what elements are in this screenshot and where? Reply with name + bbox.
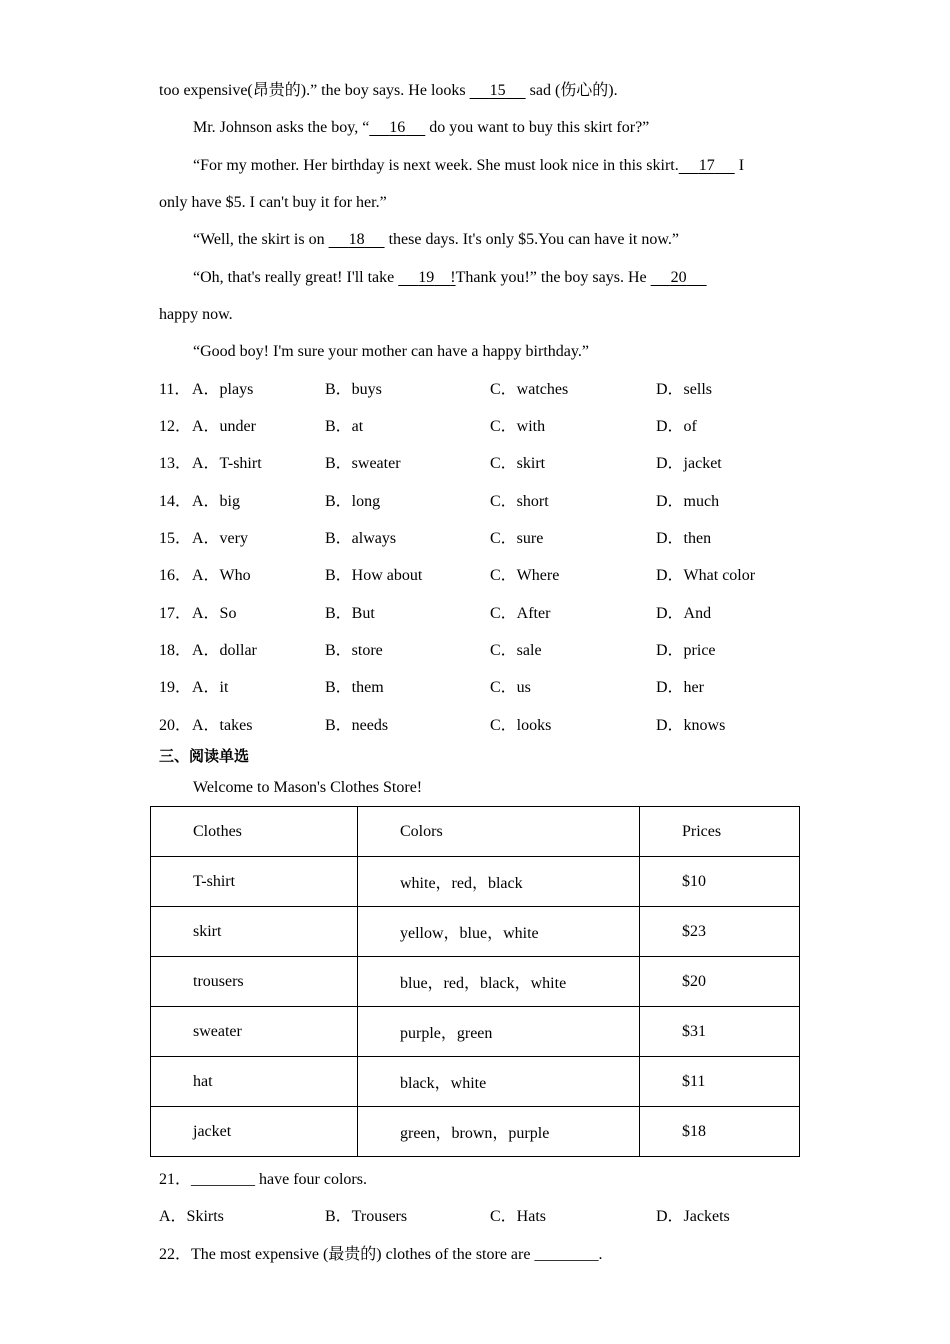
option-b[interactable]: B．How about [325, 567, 423, 584]
question-number: 18． [159, 642, 192, 659]
cell-clothes: jacket [151, 1107, 358, 1157]
passage-line-6: “Good boy! I'm sure your mother can have a happy birthday.” [193, 343, 589, 360]
option-b[interactable]: B．at [325, 418, 364, 435]
passage-line-2 [193, 118, 649, 138]
option-a[interactable]: A．Who [192, 567, 251, 584]
option-b[interactable]: B．always [325, 530, 397, 547]
question-number: 16． [159, 567, 192, 584]
text: do you want to buy this skirt for?” [425, 119, 650, 136]
text: I [734, 157, 745, 174]
option-a[interactable]: A．it [192, 679, 229, 696]
blank-17 [679, 157, 735, 174]
question-21-stem: 21．________ have four colors. [159, 1171, 367, 1188]
header-prices: Prices [640, 807, 800, 857]
option-c[interactable]: C．skirt [490, 455, 546, 472]
cell-colors: green，brown，purple [358, 1107, 640, 1157]
option-a[interactable]: A．very [192, 530, 248, 547]
passage-line-3 [193, 156, 744, 176]
option-c[interactable]: C．sale [490, 642, 542, 659]
passage-line-5 [193, 268, 707, 288]
option-b[interactable]: B．needs [325, 717, 389, 734]
option-d[interactable]: D．jacket [656, 455, 722, 472]
table-row [151, 1107, 800, 1157]
option-d[interactable]: D．sells [656, 381, 713, 398]
option-a[interactable]: A．plays [192, 381, 254, 398]
option-c[interactable]: C．After [490, 605, 551, 622]
option-c[interactable]: C．sure [490, 530, 544, 547]
cell-clothes: hat [151, 1057, 358, 1107]
cell-colors: yellow，blue，white [358, 907, 640, 957]
blank-20 [651, 269, 707, 286]
question-16 [159, 566, 819, 586]
blank-number: 19 [418, 269, 435, 286]
question-18 [159, 641, 819, 661]
passage-line-1 [159, 81, 618, 101]
clothes-table [150, 806, 800, 1157]
text: Mr. Johnson asks the boy, “ [193, 119, 370, 136]
passage-line-3b: only have $5. I can't buy it for her.” [159, 194, 387, 211]
blank-16 [369, 119, 425, 136]
question-number: 14． [159, 493, 192, 510]
blank-19 [398, 269, 455, 286]
option-a[interactable]: A．Skirts [159, 1208, 224, 1225]
option-d[interactable]: D．knows [656, 717, 726, 734]
question-14 [159, 492, 819, 512]
cell-colors: purple，green [358, 1007, 640, 1057]
question-11 [159, 380, 819, 400]
cell-clothes: trousers [151, 957, 358, 1007]
option-b[interactable]: B．buys [325, 381, 382, 398]
cell-colors: white，red，black [358, 857, 640, 907]
question-number: 15． [159, 530, 192, 547]
option-d[interactable]: D．then [656, 530, 712, 547]
question-19 [159, 678, 819, 698]
cell-clothes: skirt [151, 907, 358, 957]
option-d[interactable]: D．much [656, 493, 720, 510]
table-row [151, 957, 800, 1007]
question-number: 17． [159, 605, 192, 622]
question-17 [159, 604, 819, 624]
table-row [151, 1007, 800, 1057]
blank-number: 20 [670, 269, 687, 286]
option-a[interactable]: A．under [192, 418, 256, 435]
option-b[interactable]: B．store [325, 642, 383, 659]
option-a[interactable]: A．T-shirt [192, 455, 262, 472]
option-a[interactable]: A．So [192, 605, 237, 622]
question-21-options [159, 1207, 819, 1227]
option-a[interactable]: A．dollar [192, 642, 257, 659]
option-c[interactable]: C．Where [490, 567, 560, 584]
blank-number: 16 [389, 119, 406, 136]
option-a[interactable]: A．takes [192, 717, 253, 734]
table-row [151, 907, 800, 957]
section-title: 三、阅读单选 [159, 747, 250, 765]
passage-line-5b: happy now. [159, 306, 233, 323]
question-20 [159, 716, 819, 736]
text: sad (伤心的). [525, 82, 618, 99]
option-b[interactable]: B．sweater [325, 455, 401, 472]
cell-price: $20 [640, 957, 800, 1007]
blank-tail: ! [450, 269, 456, 286]
option-a[interactable]: A．big [192, 493, 241, 510]
table-row [151, 857, 800, 907]
table-row [151, 1057, 800, 1107]
question-number: 11． [159, 381, 191, 398]
text: Thank you!” the boy says. He [455, 269, 651, 286]
option-d[interactable]: D．her [656, 679, 704, 696]
cell-price: $18 [640, 1107, 800, 1157]
text: “Well, the skirt is on [193, 231, 329, 248]
option-c[interactable]: C．short [490, 493, 549, 510]
blank-number: 18 [348, 231, 365, 248]
option-b[interactable]: B．But [325, 605, 375, 622]
cell-price: $11 [640, 1057, 800, 1107]
option-c[interactable]: C．us [490, 679, 531, 696]
question-13 [159, 454, 819, 474]
cell-price: $10 [640, 857, 800, 907]
blank-15 [470, 82, 526, 99]
option-c[interactable]: C．watches [490, 381, 569, 398]
option-d[interactable]: D．What color [656, 567, 756, 584]
question-number: 19． [159, 679, 192, 696]
question-number: 12． [159, 418, 192, 435]
option-c[interactable]: C．with [490, 418, 546, 435]
option-c[interactable]: C．looks [490, 717, 552, 734]
cell-clothes: T-shirt [151, 857, 358, 907]
option-d[interactable]: D．price [656, 642, 716, 659]
header-colors: Colors [358, 807, 640, 857]
text: “Oh, that's really great! I'll take [193, 269, 399, 286]
blank-number: 15 [489, 82, 506, 99]
option-d[interactable]: D．Jackets [656, 1208, 730, 1225]
passage-line-4 [193, 230, 679, 250]
header-clothes: Clothes [151, 807, 358, 857]
text: these days. It's only $5.You can have it now.” [384, 231, 679, 248]
option-d[interactable]: D．of [656, 418, 697, 435]
text: “For my mother. Her birthday is next week. She must look nice in this skirt. [193, 157, 679, 174]
table-header-row [151, 807, 800, 857]
store-intro: Welcome to Mason's Clothes Store! [193, 779, 423, 796]
option-b[interactable]: B．them [325, 679, 384, 696]
question-number: 13． [159, 455, 192, 472]
cell-price: $31 [640, 1007, 800, 1057]
cell-colors: black，white [358, 1057, 640, 1107]
question-22-stem: 22．The most expensive (最贵的) clothes of the store are ________. [159, 1246, 603, 1263]
question-12 [159, 417, 819, 437]
option-b[interactable]: B．Trousers [325, 1208, 408, 1225]
cell-price: $23 [640, 907, 800, 957]
blank-number: 17 [698, 157, 715, 174]
question-number: 20． [159, 717, 192, 734]
cell-colors: blue，red，black，white [358, 957, 640, 1007]
option-d[interactable]: D．And [656, 605, 712, 622]
text: too expensive(昂贵的).” the boy says. He looks [159, 82, 470, 99]
question-15 [159, 529, 819, 549]
cell-clothes: sweater [151, 1007, 358, 1057]
option-b[interactable]: B．long [325, 493, 381, 510]
blank-18 [329, 231, 385, 248]
option-c[interactable]: C．Hats [490, 1208, 547, 1225]
